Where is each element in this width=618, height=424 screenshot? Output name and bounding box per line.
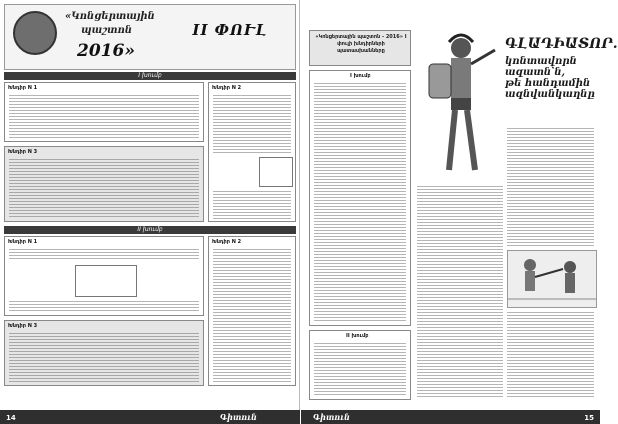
headline-line2: կոնտավորն (505, 56, 577, 67)
masthead-line2: պաշտոն (81, 25, 133, 36)
answers-header (309, 30, 411, 66)
left-page (0, 0, 300, 424)
answers-box-2 (309, 330, 411, 400)
section1-banner: I խումբ (4, 72, 296, 80)
problem-text (9, 299, 199, 313)
headline-line1: ԳԼԱԴԻԱՏՈՐ. (505, 36, 618, 52)
problem-text (213, 247, 291, 383)
problem-text (213, 93, 291, 153)
problem-title: Խնդիր N 1 (8, 239, 38, 245)
problem-box-5 (208, 236, 296, 386)
problem-title: Խնդիր N 1 (8, 85, 38, 91)
problem-text (9, 331, 199, 383)
right-page (301, 0, 618, 424)
answers-title: I խումբ (350, 73, 371, 79)
problem-text (9, 247, 199, 261)
problem-title: Խնդիր N 2 (212, 85, 242, 91)
problem-title: Խնդիր N 2 (212, 239, 242, 245)
article-column-right-bottom (507, 310, 594, 398)
section2-banner: II խումբ (4, 226, 296, 234)
page-number: 15 (584, 414, 594, 422)
headline-line5: ազնվանկաղնը (505, 89, 595, 100)
problem-text (9, 93, 199, 139)
gladiator-illustration (419, 30, 503, 180)
answers-text (314, 81, 406, 321)
footer-logo: Գիտուն (220, 412, 257, 422)
answers-box-1 (309, 70, 411, 326)
headline-line4: թե հանդամին (505, 78, 591, 89)
problem-title: Խնդիր N 3 (8, 323, 38, 329)
problem-box-2 (208, 82, 296, 222)
masthead (4, 4, 296, 70)
circuit-figure (75, 265, 137, 297)
answers-text (314, 341, 406, 397)
article-column-right-top (507, 126, 594, 246)
round-title: II ՓՈՒԼ (192, 21, 268, 39)
battle-illustration (507, 250, 597, 308)
problem-text (9, 157, 199, 219)
headline (505, 36, 618, 100)
footer-logo: Գիտուն (313, 412, 350, 422)
masthead-line1: «Կոնցերտային (65, 11, 155, 22)
article-column-mid (417, 184, 503, 398)
diagram-figure (259, 157, 293, 187)
problem-text (213, 189, 291, 219)
problem-box-1 (4, 82, 204, 142)
answers-title: II խումբ (346, 333, 369, 339)
magazine-logo-icon (13, 11, 57, 55)
page-number: 14 (6, 414, 16, 422)
problem-box-6 (4, 320, 204, 386)
answers-header-text: «Կոնցերտային պաշտոն - 2016» I փուլի խնդիրների պատասխանները (315, 34, 407, 54)
headline-line3: ազատն՝ն, (505, 67, 566, 78)
masthead-year: 2016» (77, 41, 135, 61)
problem-box-3 (4, 146, 204, 222)
problem-title: Խնդիր N 3 (8, 149, 38, 155)
problem-box-4 (4, 236, 204, 316)
